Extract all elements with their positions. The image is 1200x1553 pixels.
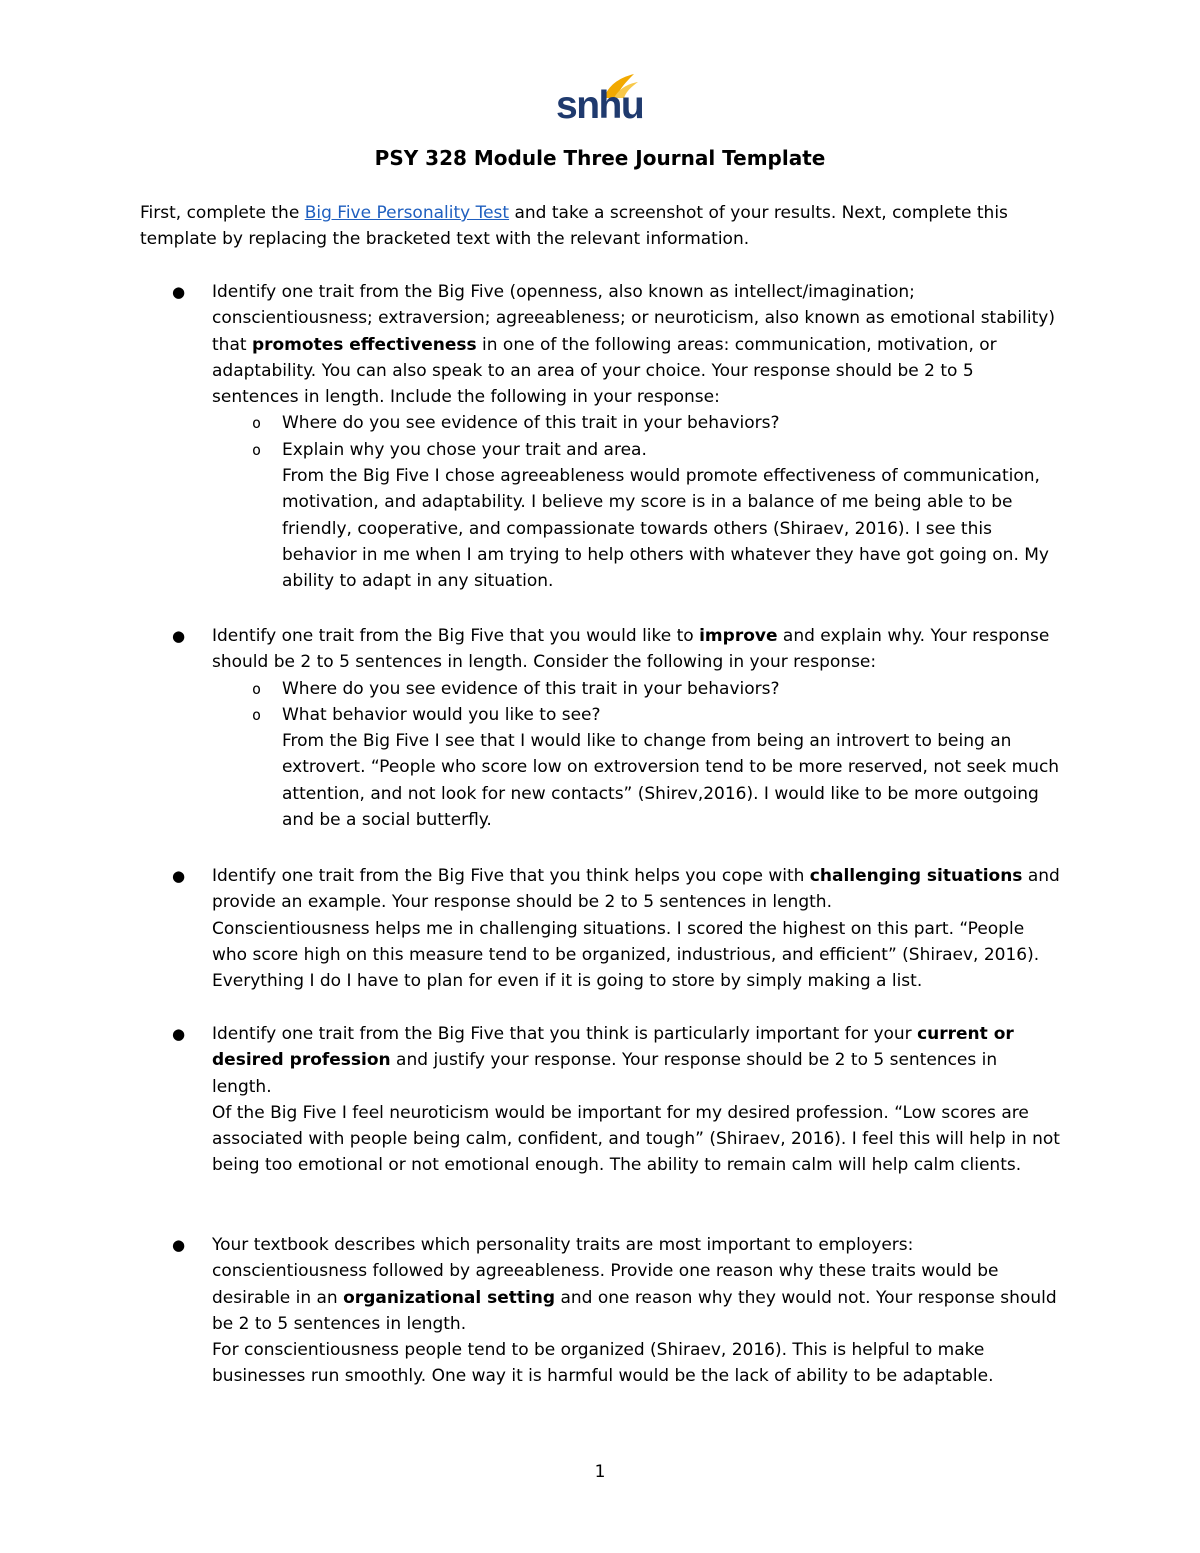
circle-bullet-icon: o (252, 705, 262, 724)
answer-text: Conscientiousness helps me in challenging situations. I scored the highest on this part. “People who score high on this measure tend to be organized, industrious, and efficient” (Shiraev, 2016). Everything I do I have to plan for even if it is going to store by simply making a list. (212, 918, 1040, 992)
prompt: Identify one trait from the Big Five that you would like to improve and explain why. Your response should be 2 to 5 sentences in length. Consider the following in your response: (212, 626, 1050, 673)
list-item (172, 863, 1062, 994)
intro-paragraph (140, 200, 1070, 252)
circle-bullet-icon: o (252, 679, 262, 698)
page-title: PSY 328 Module Three Journal Template (374, 146, 826, 170)
answer-text: For conscientiousness people tend to be organized (Shiraev, 2016). This is helpful to make businesses run smoothly. One way it is harmful would be the lack of ability to be adaptable. (212, 1340, 994, 1387)
big-five-test-link[interactable]: Big Five Personality Test (304, 203, 510, 223)
bullet-icon: ● (172, 1025, 186, 1043)
bullet-icon: ● (172, 627, 186, 645)
prompt: Identify one trait from the Big Five (openness, also known as intellect/imagination; conscientiousness; extraversion; agreeableness; or neuroticism, also known as emotional stability) that promotes effectiveness in one of the following areas: communication, motivation, or adaptability. You can also speak to an area of your choice. Your response should be 2 to 5 sentences in length. Include the following in your response: (212, 282, 1055, 408)
sub-item: o Where do you see evidence of this trait in your behaviors? (212, 676, 1062, 702)
answer-text: From the Big Five I see that I would like to change from being an introvert to being an extrovert. “People who score low on extroversion tend to be more reserved, not seek much attention, and not look for new contacts” (Shirev,2016). I would like to be more outgoing and be a social butterfly. (282, 731, 1060, 831)
prompt: Identify one trait from the Big Five that you think helps you cope with challenging situations and provide an example. Your response should be 2 to 5 sentences in length. (212, 866, 1060, 913)
snhu-logo (556, 72, 644, 132)
sub-item: o Where do you see evidence of this trait in your behaviors? (212, 410, 1062, 436)
circle-bullet-icon: o (252, 440, 262, 459)
intro-text-before: First, complete the (140, 203, 305, 223)
answer-text: From the Big Five I chose agreeableness would promote effectiveness of communication, motivation, and adaptability. I believe my score is in a balance of me being able to be friendly, cooperative, and compassionate towards others (Shiraev, 2016). I see this behavior in me when I am trying to help others with whatever they have got going on. My ability to adapt in any situation. (282, 466, 1049, 592)
prompt: Your textbook describes which personality traits are most important to employers: conscientiousness followed by agreeableness. Provide one reason why these traits would be desirable in an organizational setting and one reason why they would not. Your response should be 2 to 5 sentences in length. (212, 1235, 1057, 1334)
circle-bullet-icon: o (252, 414, 262, 433)
page-number: 1 (594, 1462, 606, 1482)
list-item (172, 1021, 1062, 1179)
answer-text: Of the Big Five I feel neuroticism would be important for my desired profession. “Low scores are associated with people being calm, confident, and tough” (Shiraev, 2016). I feel this will help in not being too emotional or not emotional enough. The ability to remain calm will help calm clients. (212, 1102, 1060, 1176)
list-item (172, 623, 1062, 833)
logo-wordmark: snhu (556, 84, 644, 127)
list-item (172, 279, 1062, 595)
sub-item: o Explain why you chose your trait and area. (212, 437, 1062, 463)
bullet-icon: ● (172, 283, 186, 301)
sub-item: o What behavior would you like to see? (212, 702, 1062, 728)
prompt: Identify one trait from the Big Five that you think is particularly important for your current or desired profession and justify your response. Your response should be 2 to 5 sentences in length. (212, 1024, 1014, 1097)
list-item (172, 1232, 1062, 1390)
bullet-icon: ● (172, 867, 186, 885)
bullet-icon: ● (172, 1236, 186, 1254)
intro-text-after: and take a screenshot of your results. Next, complete this template by replacing the bracketed text with the relevant information. (140, 203, 1008, 249)
